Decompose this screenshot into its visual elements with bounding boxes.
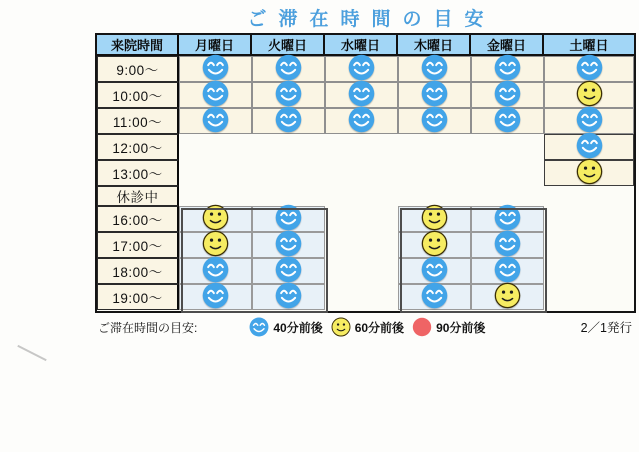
red-circle-icon (412, 317, 432, 337)
blue-smiley-icon (202, 109, 229, 133)
schedule-cell (252, 258, 325, 284)
time-column-header: 来院時間 (97, 35, 179, 56)
blue-smiley-icon (576, 135, 603, 159)
blue-smiley-icon (494, 259, 521, 283)
blue-smiley-icon (202, 83, 229, 107)
yellow-smiley-icon (421, 233, 448, 257)
time-label: 12:00～ (97, 134, 179, 160)
schedule-cell (179, 82, 252, 108)
page-title: ご滞在時間の目安 (247, 9, 496, 30)
schedule-cell (471, 258, 544, 284)
schedule-cell (179, 258, 252, 284)
blue-smiley-icon (421, 259, 448, 283)
time-label: 17:00～ (97, 232, 179, 258)
blue-smiley-icon (275, 285, 302, 309)
blue-smiley-icon (348, 83, 375, 107)
legend (95, 317, 636, 337)
day-header-saturday: 土曜日 (544, 35, 634, 56)
schedule-cell (398, 82, 471, 108)
legend-item-label: 60分前後 (354, 320, 405, 335)
time-label: 10:00～ (97, 82, 179, 108)
blue-smiley-icon (421, 109, 448, 133)
blue-smiley-icon (275, 57, 302, 81)
time-label: 18:00～ (97, 258, 179, 284)
blue-smiley-icon (202, 259, 229, 283)
schedule-cell (398, 108, 471, 134)
blue-smiley-icon (275, 233, 302, 257)
schedule-cell (471, 56, 544, 82)
schedule-cell (252, 108, 325, 134)
blue-smiley-icon (421, 83, 448, 107)
schedule-cell (398, 232, 471, 258)
blue-smiley-icon (494, 83, 521, 107)
blue-smiley-icon (275, 259, 302, 283)
schedule-cell (252, 56, 325, 82)
issue-date-note: 2／1発行 (580, 321, 632, 335)
yellow-smiley-icon (494, 285, 521, 309)
schedule-cell (325, 56, 398, 82)
schedule-cell (325, 108, 398, 134)
legend-item (331, 317, 404, 337)
blue-smiley-icon (348, 57, 375, 81)
schedule-cell (252, 232, 325, 258)
blue-smiley-icon (275, 207, 302, 231)
schedule-cell (544, 56, 634, 82)
blue-smiley-icon (275, 83, 302, 107)
day-header-wednesday: 水曜日 (325, 35, 398, 56)
schedule-cell (179, 56, 252, 82)
legend-item (249, 317, 322, 337)
schedule-cell (325, 82, 398, 108)
yellow-smiley-icon (421, 207, 448, 231)
yellow-smiley-icon (202, 207, 229, 231)
schedule-cell (179, 232, 252, 258)
blue-smiley-icon (202, 285, 229, 309)
schedule-cell (471, 108, 544, 134)
legend-label: ご滞在時間の目安: (98, 320, 198, 335)
blue-smiley-icon (421, 57, 448, 81)
closed-label: 休診中 (97, 186, 179, 206)
blue-smiley-icon (202, 57, 229, 81)
legend-items (249, 317, 493, 337)
blue-smiley-icon (348, 109, 375, 133)
schedule-cell (398, 284, 471, 310)
schedule-cell (179, 284, 252, 310)
yellow-smiley-icon (202, 233, 229, 257)
schedule-cell (252, 82, 325, 108)
schedule-cell (252, 206, 325, 232)
schedule-cell (471, 82, 544, 108)
scan-artifact-line (17, 345, 46, 361)
schedule-cell (544, 134, 634, 160)
blue-smiley-icon (249, 317, 269, 337)
blue-smiley-icon (494, 233, 521, 257)
yellow-smiley-icon (331, 317, 351, 337)
schedule-cell (471, 232, 544, 258)
schedule-cell (471, 284, 544, 310)
schedule-cell (544, 108, 634, 134)
blue-smiley-icon (494, 109, 521, 133)
blue-smiley-icon (275, 109, 302, 133)
day-header-tuesday: 火曜日 (252, 35, 325, 56)
schedule-grid (97, 35, 634, 311)
time-label: 16:00～ (97, 206, 179, 232)
legend-item-label: 40分前後 (273, 320, 323, 335)
legend-item-label: 90分前後 (436, 320, 486, 335)
schedule-cell (252, 284, 325, 310)
blue-smiley-icon (494, 207, 521, 231)
time-label: 9:00～ (97, 56, 179, 82)
legend-item (412, 317, 485, 337)
schedule-table (95, 33, 636, 313)
yellow-smiley-icon (576, 161, 603, 185)
blue-smiley-icon (494, 57, 521, 81)
time-label: 19:00～ (97, 284, 179, 310)
blue-smiley-icon (576, 109, 603, 133)
schedule-cell (398, 56, 471, 82)
day-header-monday: 月曜日 (179, 35, 252, 56)
schedule-cell (398, 258, 471, 284)
schedule-cell (544, 160, 634, 186)
schedule-cell (179, 206, 252, 232)
blue-smiley-icon (421, 285, 448, 309)
schedule-cell (471, 206, 544, 232)
yellow-smiley-icon (576, 83, 603, 107)
schedule-cell (398, 206, 471, 232)
schedule-cell (179, 108, 252, 134)
time-label: 13:00～ (97, 160, 179, 186)
blue-smiley-icon (576, 57, 603, 81)
day-header-thursday: 木曜日 (398, 35, 471, 56)
time-label: 11:00～ (97, 108, 179, 134)
day-header-friday: 金曜日 (471, 35, 544, 56)
schedule-cell (544, 82, 634, 108)
